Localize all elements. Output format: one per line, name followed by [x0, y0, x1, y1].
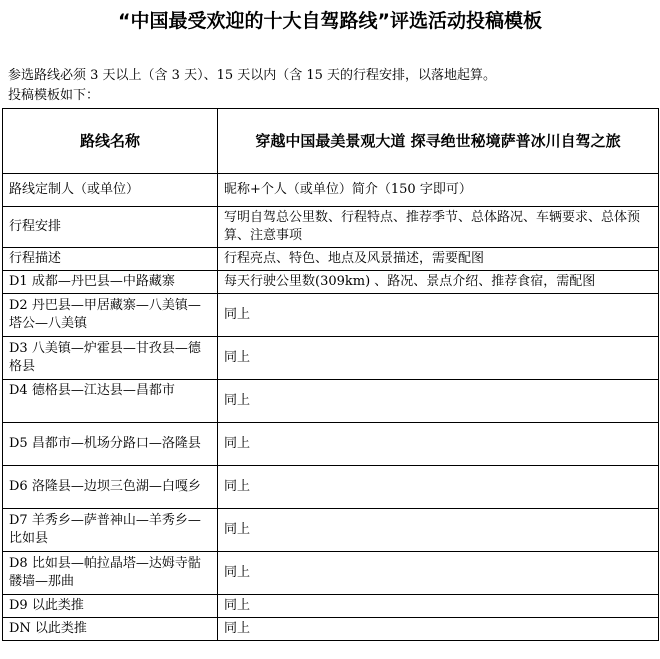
row-value: 每天行驶公里数(309km) 、路况、景点介绍、推荐食宿，需配图	[218, 271, 659, 294]
row-label: D2 丹巴县—甲居藏寨—八美镇—塔公—八美镇	[3, 294, 218, 337]
row-value: 同上	[218, 466, 659, 509]
table-row	[3, 174, 659, 207]
row-value: 同上	[218, 618, 659, 641]
row-label: DN 以此类推	[3, 618, 218, 641]
row-label: D8 比如县—帕拉晶塔—达姆寺骷髅墙—那曲	[3, 552, 218, 595]
table-header-row	[3, 109, 659, 174]
table-row	[3, 294, 659, 337]
intro-line-template: 投稿模板如下：	[8, 88, 100, 103]
row-label: D9 以此类推	[3, 595, 218, 618]
table-row	[3, 423, 659, 466]
row-label: 行程安排	[3, 207, 218, 248]
table-row	[3, 618, 659, 641]
table-row	[3, 271, 659, 294]
intro-line-requirements: 参选路线必须 3 天以上（含 3 天）、15 天以内（含 15 天的行程安排，以落地起算。	[8, 68, 497, 83]
row-label: D5 昌都市—机场分路口—洛隆县	[3, 423, 218, 466]
row-value: 行程亮点、特色、地点及风景描述，需要配图	[218, 248, 659, 271]
table-row	[3, 509, 659, 552]
row-label: D3 八美镇—炉霍县—甘孜县—德格县	[3, 337, 218, 380]
table-row	[3, 466, 659, 509]
row-value: 同上	[218, 423, 659, 466]
row-label: D4 德格县—江达县—昌都市	[3, 380, 218, 423]
row-label: D7 羊秀乡—萨普神山—羊秀乡—比如县	[3, 509, 218, 552]
row-value: 同上	[218, 380, 659, 423]
row-value: 同上	[218, 337, 659, 380]
table-row	[3, 337, 659, 380]
table-row	[3, 552, 659, 595]
intro-paragraph	[8, 66, 658, 106]
table-row	[3, 380, 659, 423]
row-value: 同上	[218, 595, 659, 618]
document-title: “中国最受欢迎的十大自驾路线”评选活动投稿模板	[118, 10, 542, 32]
table-row	[3, 207, 659, 248]
table-row	[3, 595, 659, 618]
row-value: 昵称+个人（或单位）简介（150 字即可）	[218, 174, 659, 207]
header-route-name-value: 穿越中国最美景观大道 探寻绝世秘境萨普冰川自驾之旅	[218, 109, 659, 174]
row-value: 写明自驾总公里数、行程特点、推荐季节、总体路况、车辆要求、总体预算、注意事项	[218, 207, 659, 248]
row-value: 同上	[218, 294, 659, 337]
row-label: 行程描述	[3, 248, 218, 271]
route-template-table	[2, 108, 659, 641]
row-label: D1 成都—丹巴县—中路藏寨	[3, 271, 218, 294]
row-value: 同上	[218, 552, 659, 595]
header-route-name-label: 路线名称	[3, 109, 218, 174]
row-label: D6 洛隆县—边坝三色湖—白嘎乡	[3, 466, 218, 509]
row-label: 路线定制人（或单位）	[3, 174, 218, 207]
row-value: 同上	[218, 509, 659, 552]
table-row	[3, 248, 659, 271]
